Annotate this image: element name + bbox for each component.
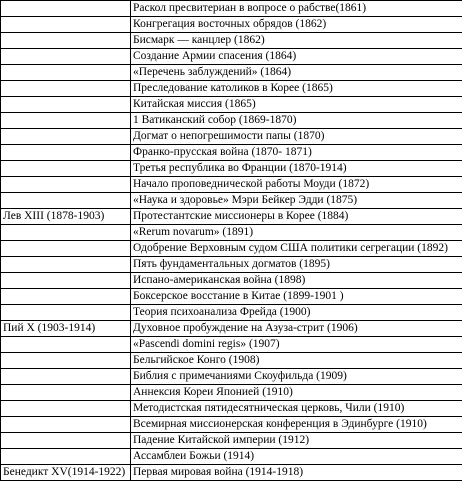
pope-cell (1, 33, 131, 49)
event-cell: «Rerum novarum» (1891) (131, 225, 462, 241)
event-cell: Падение Китайской империи (1912) (131, 433, 462, 449)
table-row (1, 257, 462, 273)
table-row (1, 129, 462, 145)
table-row (1, 337, 462, 353)
event-cell: «Наука и здоровье» Мэри Бейкер Эдди (1875) (131, 193, 462, 209)
event-cell: Бельгийское Конго (1908) (131, 353, 462, 369)
pope-cell (1, 449, 131, 465)
event-cell: Библия с примечаниями Скоуфильда (1909) (131, 369, 462, 385)
pope-cell (1, 273, 131, 289)
event-cell: Третья республика во Франции (1870-1914) (131, 161, 462, 177)
event-cell: Пять фундаментальных догматов (1895) (131, 257, 462, 273)
pope-cell (1, 305, 131, 321)
event-cell: Испано-американская война (1898) (131, 273, 462, 289)
table-row (1, 417, 462, 433)
table-row (1, 369, 462, 385)
event-cell: Догмат о непогрешимости папы (1870) (131, 129, 462, 145)
pope-cell (1, 257, 131, 273)
pope-cell (1, 193, 131, 209)
event-cell: Духовное пробуждение на Азуза-стрит (1906) (131, 321, 462, 337)
event-cell: Теория психоанализа Фрейда (1900) (131, 305, 462, 321)
event-cell: Начало проповеднической работы Моуди (1872) (131, 177, 462, 193)
table-row (1, 161, 462, 177)
table-row (1, 81, 462, 97)
pope-cell (1, 177, 131, 193)
event-cell: «Перечень заблуждений» (1864) (131, 65, 462, 81)
table-row (1, 273, 462, 289)
pope-cell (1, 1, 131, 17)
pope-cell (1, 433, 131, 449)
pope-cell: Бенедикт XV(1914-1922) (1, 465, 131, 481)
event-cell: Протестантские миссионеры в Корее (1884) (131, 209, 462, 225)
event-cell: Боксерское восстание в Китае (1899-1901 ) (131, 289, 462, 305)
pope-cell (1, 17, 131, 33)
pope-cell (1, 161, 131, 177)
pope-cell (1, 49, 131, 65)
pope-cell (1, 113, 131, 129)
table-row (1, 385, 462, 401)
pope-cell (1, 129, 131, 145)
event-cell: Методистская пятидесятническая церковь, Чили (1910) (131, 401, 462, 417)
pope-cell: Лев XIII (1878-1903) (1, 209, 131, 225)
table-row (1, 193, 462, 209)
table-row (1, 225, 462, 241)
table-row (1, 49, 462, 65)
timeline-body (1, 1, 462, 481)
event-cell: Ассамблеи Божьи (1914) (131, 449, 462, 465)
pope-cell (1, 225, 131, 241)
pope-cell (1, 81, 131, 97)
pope-cell (1, 241, 131, 257)
event-cell: Первая мировая война (1914-1918) (131, 465, 462, 481)
table-row (1, 353, 462, 369)
table-row (1, 177, 462, 193)
table-row (1, 209, 462, 225)
table-row (1, 449, 462, 465)
event-cell: Создание Армии спасения (1864) (131, 49, 462, 65)
event-cell: Аннексия Кореи Японией (1910) (131, 385, 462, 401)
event-cell: Китайская миссия (1865) (131, 97, 462, 113)
pope-cell (1, 337, 131, 353)
event-cell: Бисмарк — канцлер (1862) (131, 33, 462, 49)
pope-cell (1, 289, 131, 305)
table-row (1, 433, 462, 449)
pope-cell: Пий X (1903-1914) (1, 321, 131, 337)
table-row (1, 465, 462, 481)
table-row (1, 289, 462, 305)
event-cell: Одобрение Верховным судом США политики сегрегации (1892) (131, 241, 462, 257)
table-row (1, 65, 462, 81)
event-cell: «Pascendi domini regis» (1907) (131, 337, 462, 353)
table-row (1, 33, 462, 49)
event-cell: Раскол пресвитериан в вопросе о рабстве(1861) (131, 1, 462, 17)
event-cell: Конгрегация восточных обрядов (1862) (131, 17, 462, 33)
pope-cell (1, 65, 131, 81)
table-row (1, 145, 462, 161)
event-cell: Всемирная миссионерская конференция в Эдинбурге (1910) (131, 417, 462, 433)
table-row (1, 305, 462, 321)
event-cell: Франко-прусская война (1870- 1871) (131, 145, 462, 161)
pope-cell (1, 417, 131, 433)
table-row (1, 401, 462, 417)
table-row (1, 97, 462, 113)
table-row (1, 1, 462, 17)
pope-cell (1, 97, 131, 113)
pope-cell (1, 385, 131, 401)
pope-cell (1, 353, 131, 369)
table-row (1, 17, 462, 33)
table-row (1, 321, 462, 337)
pope-cell (1, 401, 131, 417)
table-row (1, 241, 462, 257)
table-row (1, 113, 462, 129)
pope-cell (1, 369, 131, 385)
pope-cell (1, 145, 131, 161)
event-cell: Преследование католиков в Корее (1865) (131, 81, 462, 97)
event-cell: 1 Ватиканский собор (1869-1870) (131, 113, 462, 129)
